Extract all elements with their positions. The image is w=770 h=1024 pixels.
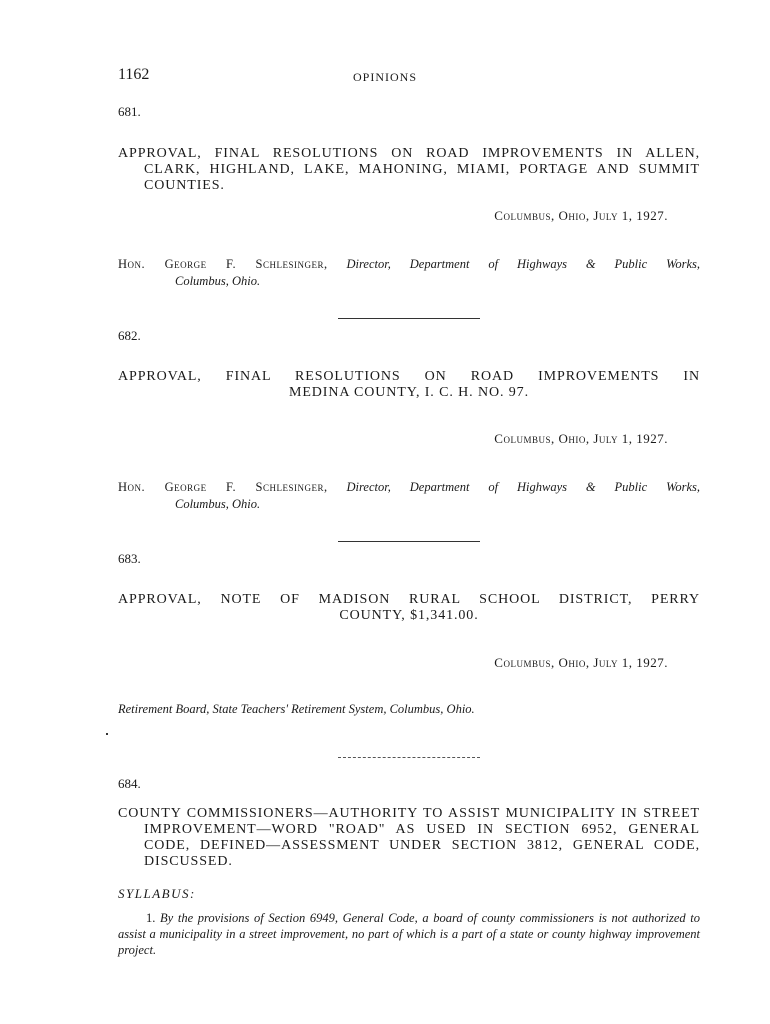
addressee-682-line1 [118,479,700,496]
running-head: OPINIONS [352,70,417,84]
opinion-number-681: 681. [118,104,141,119]
syllabus-item-text: By the provisions of Section 6949, General Code, a board of county commissioners is not authorized to assist a municipality in a street improvement, no part of which is a part of a state or county highway improvement project. [118,911,701,957]
addressee-682-location: Columbus, Ohio. [175,497,261,511]
opinion-heading-684: COUNTY COMMISSIONERS—AUTHORITY TO ASSIST MUNICIPALITY IN STREET IMPROVEMENT—WORD "ROAD" AS USED IN SECTION 6952, GENERAL CODE, DEFINED—ASSESSMENT UNDER SECTION 3812, GENERAL CODE, DISCUSSED. [118,806,700,869]
dateline-681: Columbus, Ohio, July 1, 1927. [494,208,668,223]
opinion-heading-681: APPROVAL, FINAL RESOLUTIONS ON ROAD IMPROVEMENTS IN ALLEN, CLARK, HIGHLAND, LAKE, MAHONING, MIAMI, PORTAGE AND SUMMIT COUNTIES. [118,146,700,193]
opinion-number-684: 684. [118,776,141,791]
syllabus-item [118,910,700,958]
addressee-683: Retirement Board, State Teachers' Retirement System, Columbus, Ohio. [118,702,475,716]
section-divider [338,757,480,758]
opinion-number-683: 683. [118,551,141,566]
dateline-683: Columbus, Ohio, July 1, 1927. [494,655,668,670]
opinion-heading-683-line2: COUNTY, $1,341.00. [339,608,479,623]
addressee-681 [118,256,700,290]
opinion-heading-683 [118,592,700,624]
opinion-heading-683-line1: APPROVAL, NOTE OF MADISON RURAL SCHOOL DISTRICT, PERRY [118,592,700,607]
addressee-681-title: Director, Department of Highways & Public Works, [346,257,701,271]
stray-mark [106,733,108,735]
opinion-heading-682-line2: MEDINA COUNTY, I. C. H. NO. 97. [289,385,529,400]
section-divider [338,541,480,542]
opinion-heading-682-line1: APPROVAL, FINAL RESOLUTIONS ON ROAD IMPROVEMENTS IN [118,369,700,384]
syllabus-item-number: 1. [146,911,156,925]
addressee-682 [118,479,700,513]
section-divider [338,318,480,319]
dateline-682: Columbus, Ohio, July 1, 1927. [494,431,668,446]
syllabus-label: SYLLABUS: [118,886,196,901]
addressee-682-name: Hon. George F. Schlesinger, [118,480,328,494]
addressee-681-location: Columbus, Ohio. [175,274,261,288]
addressee-681-line1 [118,256,700,273]
page-number: 1162 [118,66,150,83]
opinion-heading-682 [118,369,700,401]
opinion-number-682: 682. [118,328,141,343]
addressee-682-title: Director, Department of Highways & Public Works, [346,480,701,494]
addressee-681-name: Hon. George F. Schlesinger, [118,257,328,271]
